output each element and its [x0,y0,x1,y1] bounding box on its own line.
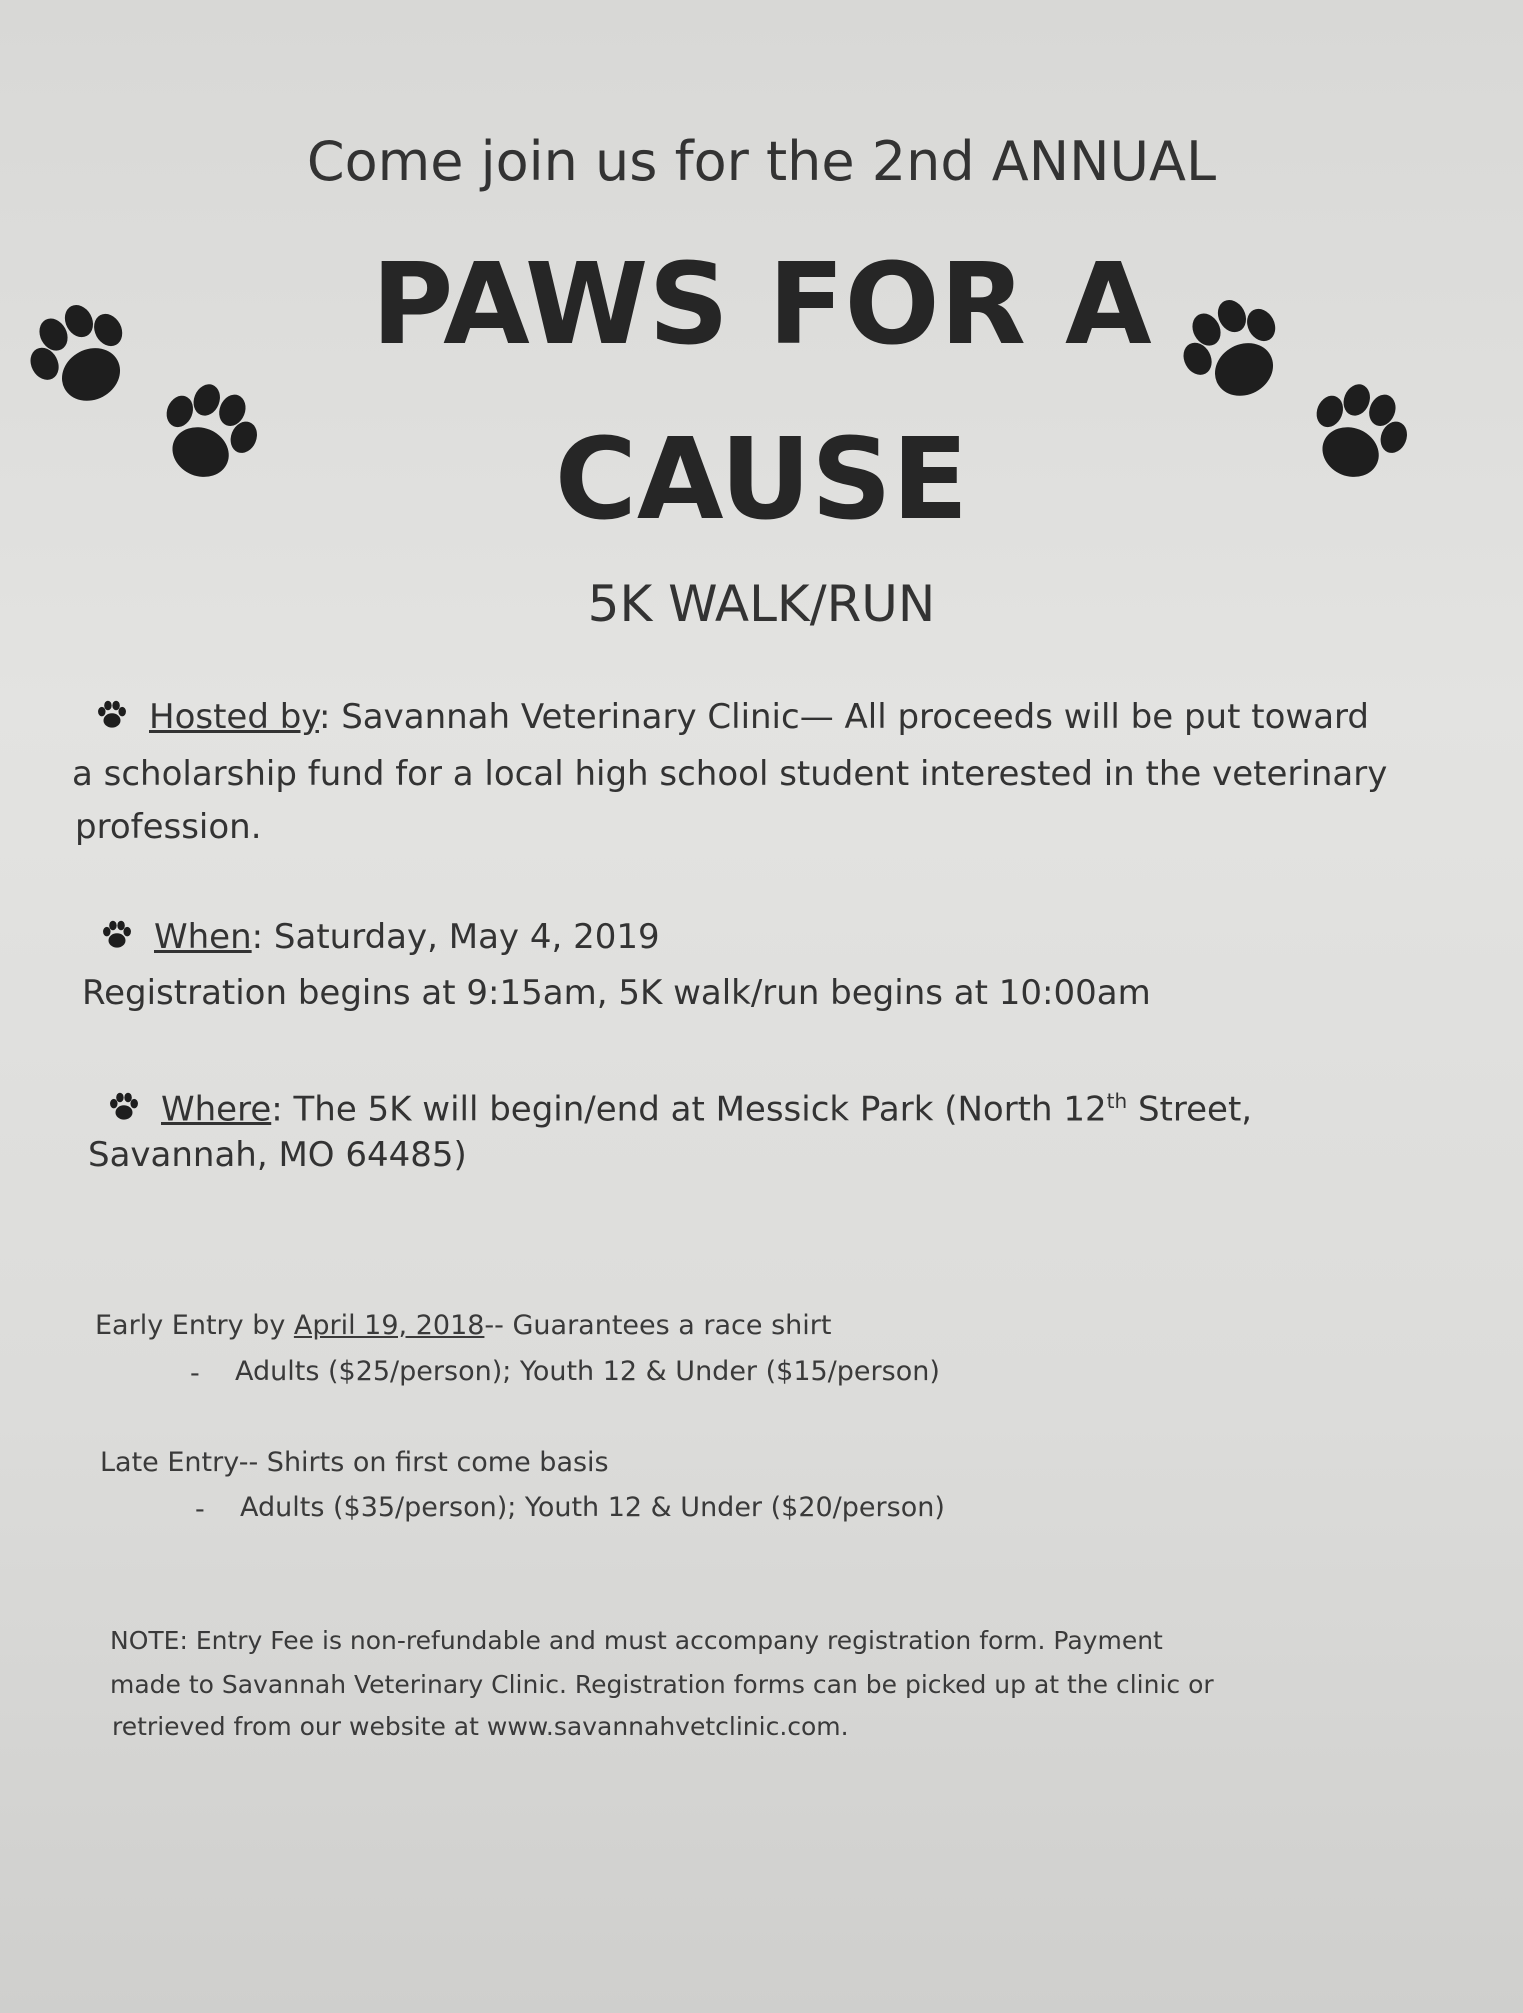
page-title-line1: PAWS FOR A [371,240,1152,370]
note-line1: NOTE: Entry Fee is non-refundable and must accompany registration form. Payment [110,1626,1163,1655]
late-entry-prices: Adults ($35/person); Youth 12 & Under ($20/person) [240,1492,945,1523]
late-entry-bullet: - [195,1494,205,1525]
early-entry-suffix: -- Guarantees a race shirt [484,1310,832,1341]
hosted-by-line3: profession. [75,807,262,847]
where-text: : The 5K will begin/end at Messick Park (North 12 [271,1089,1107,1130]
where-line1 [107,1074,1252,1136]
early-entry-bullet: - [190,1358,200,1389]
paw-bullet-icon [95,698,129,732]
hosted-by-label: Hosted by [149,697,319,737]
page-title-line2: CAUSE [554,415,969,545]
note-line2: made to Savannah Veterinary Clinic. Registration forms can be picked up at the clinic or [110,1670,1214,1699]
late-entry-heading: Late Entry-- Shirts on first come basis [100,1447,609,1478]
early-entry-date: April 19, 2018 [293,1310,485,1341]
paw-bullet-icon [107,1090,141,1124]
when-date: : Saturday, May 4, 2019 [251,917,660,957]
where-label: Where [161,1089,272,1130]
where-ordinal: th [1106,1089,1128,1113]
when-line [100,910,660,964]
where-text-end: Street, [1127,1089,1253,1130]
when-times: Registration begins at 9:15am, 5K walk/run begins at 10:00am [82,973,1151,1013]
early-entry-prices: Adults ($25/person); Youth 12 & Under ($15/person) [235,1356,940,1387]
paw-bullet-icon [100,918,134,952]
hosted-by-line2: a scholarship fund for a local high school student interested in the veterinary [72,754,1388,794]
intro-text: Come join us for the 2nd ANNUAL [306,130,1217,193]
where-line2: Savannah, MO 64485) [88,1135,467,1175]
hosted-by-line1 [95,690,1369,744]
note-line3: retrieved from our website at www.savannahvetclinic.com. [112,1712,849,1741]
early-entry-heading [95,1310,831,1341]
early-entry-prefix: Early Entry by [95,1310,294,1341]
when-label: When [154,917,252,957]
event-subtitle: 5K WALK/RUN [587,575,936,633]
hosted-by-text: : Savannah Veterinary Clinic— All proceeds will be put toward [318,697,1369,737]
